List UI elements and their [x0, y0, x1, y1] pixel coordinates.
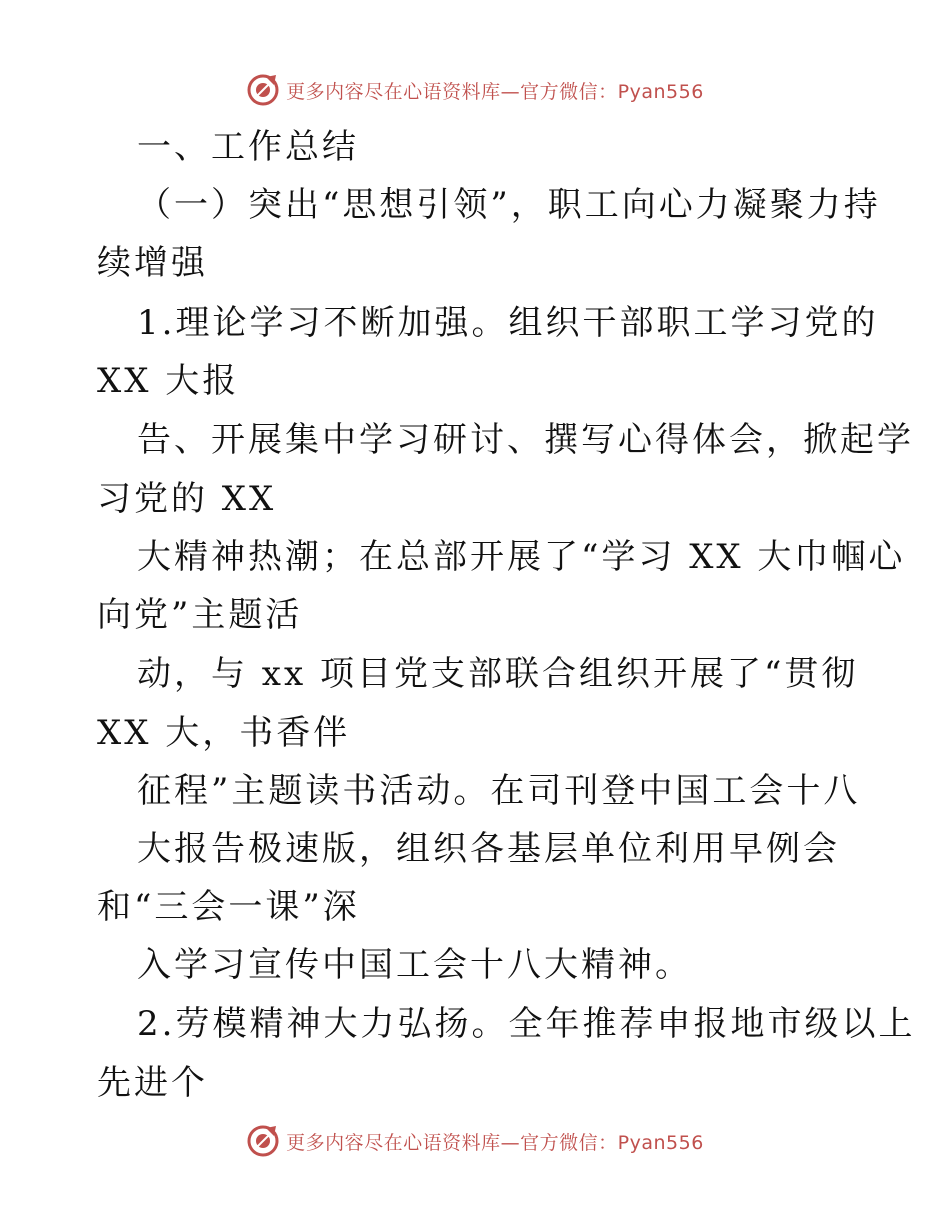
paragraph-line: XX 大报 [97, 361, 240, 401]
footer-watermark [0, 1121, 950, 1161]
paragraph-line: 入学习宣传中国工会十八大精神。 [137, 945, 692, 985]
watermark-text: 更多内容尽在心语资料库—官方微信：Pyan556 [286, 1131, 704, 1154]
paragraph-line: 征程”主题读书活动。在司刊登中国工会十八 [137, 771, 861, 811]
heading-work-summary: 一、工作总结 [137, 127, 359, 167]
paragraph-line: 告、开展集中学习研讨、撰写心得体会，掀起学 [137, 420, 914, 460]
subheading-line-1: （一）突出“思想引领”，职工向心力凝聚力持 [137, 185, 881, 225]
paragraph-line: 和“三会一课”深 [97, 887, 360, 927]
paragraph-line: 2.劳模精神大力弘扬。全年推荐申报地市级以上 [137, 1004, 916, 1044]
watermark-text: 更多内容尽在心语资料库—官方微信：Pyan556 [286, 80, 704, 103]
paragraph-line: XX 大，书香伴 [97, 713, 351, 753]
paragraph-line: 习党的 XX [97, 479, 277, 519]
subheading-line-2: 续增强 [97, 243, 208, 283]
paragraph-line: 先进个 [97, 1063, 208, 1103]
paragraph-line: 1.理论学习不断加强。组织干部职工学习党的 [137, 303, 879, 343]
paragraph-line: 动，与 xx 项目党支部联合组织开展了“贯彻 [137, 654, 859, 694]
paragraph-line: 大报告极速版，组织各基层单位利用早例会 [137, 829, 840, 869]
pen-logo-icon [246, 1124, 280, 1158]
paragraph-line: 大精神热潮；在总部开展了“学习 XX 大巾帼心 [137, 537, 906, 577]
paragraph-line: 向党”主题活 [97, 595, 303, 635]
